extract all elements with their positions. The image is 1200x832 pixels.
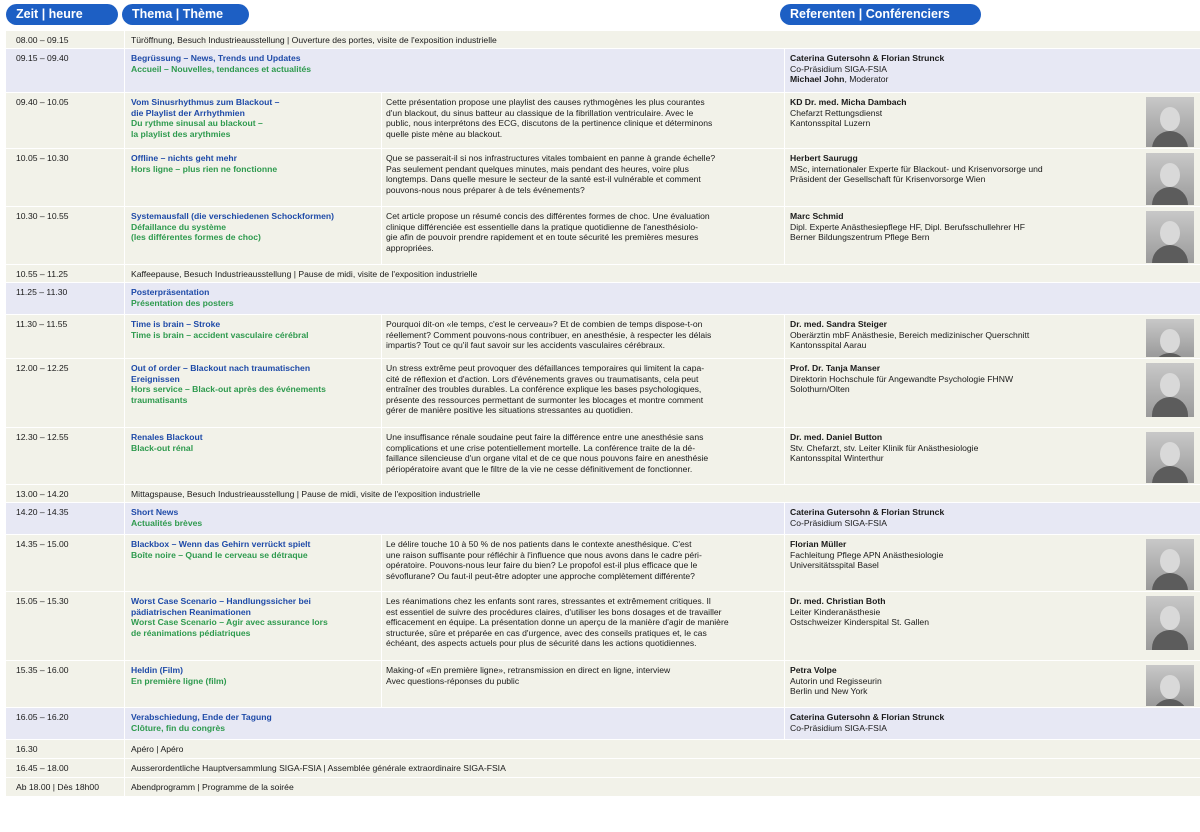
- column-divider: [784, 149, 785, 206]
- description-line: Pourquoi dit-on «le temps, c'est le cerveau»? Et de combien de temps dispose-t-on: [386, 319, 703, 329]
- speaker-info: [790, 432, 1140, 464]
- event-text: Ausserordentliche Hauptversammlung SIGA-FSIA | Assemblée générale extraordinaire SIGA-FSIA: [131, 763, 506, 773]
- description-line: public, nous interprétons des ECG, discutons de la pertinence clinique et déterminons: [386, 118, 713, 129]
- photo-body: [1152, 573, 1188, 590]
- description-line: Avec questions-réponses du public: [386, 675, 520, 686]
- speaker-name-text: Caterina Gutersohn & Florian Strunck: [790, 507, 945, 517]
- title-fr: de réanimations pédiatriques: [131, 627, 251, 638]
- speaker-info: [790, 153, 1140, 185]
- speaker-info: [790, 363, 1140, 395]
- title-de: Begrüssung – News, Trends und Updates: [131, 53, 301, 63]
- session-description: [386, 665, 781, 686]
- photo-head: [1160, 442, 1180, 466]
- session-title: [131, 53, 381, 74]
- column-divider: [784, 315, 785, 358]
- column-divider: [784, 661, 785, 707]
- title-de: Renales Blackout: [131, 432, 203, 442]
- speaker-affiliation: Fachleitung Pflege APN Anästhesiologie: [790, 549, 944, 560]
- photo-head: [1160, 606, 1180, 630]
- time-cell: 16.45 – 18.00: [16, 763, 69, 773]
- speaker-name: [790, 97, 1140, 108]
- speaker-affiliation: Ostschweizer Kinderspital St. Gallen: [790, 617, 929, 628]
- speaker-name: [790, 363, 1140, 374]
- description-line: longtemps. Dans quelle mesure le secteur de la santé est-il vulnérable et comment: [386, 174, 701, 185]
- speaker-name-text: Herbert Saurugg: [790, 153, 858, 163]
- schedule-row: [6, 265, 1200, 283]
- title-fr: Défaillance du système: [131, 221, 227, 232]
- speaker-name-text: KD Dr. med. Micha Dambach: [790, 97, 907, 107]
- photo-body: [1152, 699, 1188, 706]
- speaker-affiliation: Kantonsspital Winterthur: [790, 453, 884, 464]
- description-line: gérer de manière positive les situations stressantes au quotidien.: [386, 405, 633, 416]
- speaker-name: [790, 319, 1140, 330]
- speaker-affiliation: Stv. Chefarzt, stv. Leiter Klinik für Anästhesiologie: [790, 442, 979, 453]
- photo-head: [1160, 329, 1180, 353]
- column-divider: [381, 592, 382, 660]
- description-line: Les réanimations chez les enfants sont rares, stressantes et extrêmement critiques. Il: [386, 596, 711, 606]
- photo-head: [1160, 675, 1180, 699]
- session-title: [131, 712, 381, 733]
- time-cell: 11.30 – 11.55: [16, 319, 68, 329]
- session-title: [131, 665, 381, 686]
- title-de: Worst Case Scenario – Handlungssicher bei: [131, 596, 311, 606]
- photo-head: [1160, 549, 1180, 573]
- title-de: Systemausfall (die verschiedenen Schockformen): [131, 211, 334, 221]
- speaker-info: [790, 665, 1140, 697]
- speaker-info: [790, 596, 1140, 628]
- description-line: sévoflurane? Ou faut-il peut-être adopter une approche complètement différente?: [386, 570, 695, 581]
- speaker-affiliation: Leiter Kinderanästhesie: [790, 606, 881, 617]
- column-divider: [381, 93, 382, 148]
- photo-body: [1152, 353, 1188, 357]
- time-cell: 16.05 – 16.20: [16, 712, 69, 722]
- speaker-photo: [1146, 319, 1194, 357]
- photo-body: [1152, 630, 1188, 650]
- speaker-photo: [1146, 665, 1194, 706]
- photo-head: [1160, 373, 1180, 397]
- time-cell: 09.15 – 09.40: [16, 53, 69, 63]
- description-line: d'un blackout, du sinus batteur au classique de la fibrillation ventriculaire. Avec le: [386, 107, 694, 118]
- speaker-name-text: Dr. med. Christian Both: [790, 596, 886, 606]
- title-de: pädiatrischen Reanimationen: [131, 606, 251, 617]
- time-cell: Ab 18.00 | Dès 18h00: [16, 782, 99, 792]
- speaker-affiliation: MSc, internationaler Experte für Blackout- und Krisenvorsorge und: [790, 163, 1043, 174]
- column-divider: [784, 49, 785, 92]
- photo-head: [1160, 221, 1180, 245]
- description-line: Un stress extrême peut provoquer des défaillances temporaires qui limitent la capa-: [386, 363, 705, 373]
- description-line: pouvons-nous nous préparer à de tels événements?: [386, 184, 585, 195]
- time-cell: 14.20 – 14.35: [16, 507, 69, 517]
- schedule-row: [6, 740, 1200, 759]
- schedule-row: [6, 149, 1200, 207]
- session-title: [131, 432, 381, 453]
- column-divider: [784, 708, 785, 739]
- speaker-name-text: Petra Volpe: [790, 665, 837, 675]
- session-title: [131, 507, 381, 528]
- description-line: gie afin de pouvoir prendre rapidement et en toute sécurité les premières mesures: [386, 232, 699, 243]
- session-description: [386, 363, 781, 416]
- time-cell: 12.00 – 12.25: [16, 363, 69, 373]
- speaker-name: [790, 74, 1140, 85]
- title-de: Verabschiedung, Ende der Tagung: [131, 712, 272, 722]
- session-title: [131, 153, 381, 174]
- speaker-name: [790, 539, 1140, 550]
- speaker-affiliation: Co-Präsidium SIGA-FSIA: [790, 63, 887, 74]
- description-line: Making-of «En première ligne», retransmission en direct en ligne, interview: [386, 665, 671, 675]
- session-description: [386, 596, 781, 649]
- session-description: [386, 319, 781, 351]
- title-de: Heldin (Film): [131, 665, 184, 675]
- speaker-info: [790, 53, 1140, 85]
- speaker-photo: [1146, 432, 1194, 483]
- description-line: Une insuffisance rénale soudaine peut faire la différence entre une anesthésie sans: [386, 432, 704, 442]
- schedule-row: [6, 31, 1200, 49]
- description-line: périopératoire avant que le filtre de la vie ne cesse définitivement de fonctionner.: [386, 463, 693, 474]
- time-cell: 09.40 – 10.05: [16, 97, 69, 107]
- title-fr: Hors service – Black-out après des événements: [131, 384, 326, 395]
- session-description: [386, 211, 781, 253]
- photo-body: [1152, 466, 1188, 483]
- photo-body: [1152, 397, 1188, 417]
- column-divider: [784, 207, 785, 264]
- speaker-affiliation: Co-Präsidium SIGA-FSIA: [790, 722, 887, 733]
- title-de: Time is brain – Stroke: [131, 319, 221, 329]
- speaker-name-text: Marc Schmid: [790, 211, 844, 221]
- speaker-affiliation: Präsident der Gesellschaft für Krisenvorsorge Wien: [790, 174, 986, 185]
- session-description: [386, 97, 781, 139]
- description-line: entraîner des troubles durables. La conférence explique les bases psychologiques,: [386, 384, 702, 395]
- title-fr: Black-out rénal: [131, 442, 194, 453]
- description-line: clinique différenciée est essentielle dans la pratique quotidienne de l'anesthésiolo-: [386, 221, 699, 232]
- session-title: [131, 319, 381, 340]
- title-de: Ereignissen: [131, 373, 180, 384]
- title-de: Out of order – Blackout nach traumatischen: [131, 363, 311, 373]
- description-line: structurée, sûre et préparée en cas d'urgence, avec des conseils pratiques et, le cas: [386, 627, 707, 638]
- speaker-info: [790, 319, 1140, 351]
- speaker-affiliation: Berner Bildungszentrum Pflege Bern: [790, 232, 930, 243]
- photo-body: [1152, 187, 1188, 205]
- title-fr: la playlist des arythmies: [131, 128, 231, 139]
- session-title: [131, 539, 381, 560]
- schedule-row: [6, 49, 1200, 93]
- event-text: Abendprogramm | Programme de la soirée: [131, 782, 294, 792]
- speaker-name: [790, 53, 1140, 64]
- speaker-affiliation: Co-Präsidium SIGA-FSIA: [790, 517, 887, 528]
- speaker-info: [790, 712, 1140, 733]
- title-fr: En première ligne (film): [131, 675, 227, 686]
- speaker-info: [790, 539, 1140, 571]
- column-divider: [784, 535, 785, 591]
- speaker-affiliation: Autorin und Regisseurin: [790, 675, 882, 686]
- schedule-row: [6, 535, 1200, 592]
- schedule-row: [6, 708, 1200, 740]
- description-line: présente des ressources permettant de surmonter les blocages et montre comment: [386, 394, 704, 405]
- speaker-photo: [1146, 539, 1194, 590]
- description-line: impartis? Tout ce qu'il faut savoir sur les accidents vasculaires cérébraux.: [386, 340, 665, 351]
- column-divider: [381, 359, 382, 427]
- title-fr: Clôture, fin du congrès: [131, 722, 226, 733]
- session-title: [131, 97, 381, 139]
- description-line: cité de réflexion et d'action. Lors d'événements graves ou traumatisants, cela peut: [386, 373, 699, 384]
- column-divider: [784, 592, 785, 660]
- photo-head: [1160, 163, 1180, 187]
- event-text: Türöffnung, Besuch Industrieausstellung | Ouverture des portes, visite de l'exposition industrielle: [131, 35, 497, 45]
- session-description: [386, 539, 781, 581]
- description-line: appropriées.: [386, 242, 434, 253]
- title-fr: Actualités brèves: [131, 517, 203, 528]
- speaker-photo: [1146, 596, 1194, 650]
- title-fr: Boîte noire – Quand le cerveau se détraque: [131, 549, 308, 560]
- speaker-photo: [1146, 363, 1194, 417]
- speaker-name-text: Prof. Dr. Tanja Manser: [790, 363, 881, 373]
- speaker-info: [790, 507, 1140, 528]
- description-line: Que se passerait-il si nos infrastructures vitales tombaient en panne à grande échelle?: [386, 153, 716, 163]
- schedule-row: [6, 759, 1200, 778]
- time-cell: 13.00 – 14.20: [16, 489, 69, 499]
- time-cell: 14.35 – 15.00: [16, 539, 69, 549]
- title-de: Short News: [131, 507, 179, 517]
- column-divider: [381, 661, 382, 707]
- time-cell: 08.00 – 09.15: [16, 35, 69, 45]
- speaker-name-text: Florian Müller: [790, 539, 847, 549]
- speaker-affiliation: Kantonsspital Luzern: [790, 118, 871, 129]
- speaker-name: [790, 153, 1140, 164]
- schedule-table: [6, 31, 1200, 797]
- schedule-row: [6, 283, 1200, 315]
- schedule-row: [6, 485, 1200, 503]
- title-fr: Worst Case Scenario – Agir avec assurance lors: [131, 617, 328, 628]
- title-fr: traumatisants: [131, 394, 188, 405]
- title-de: die Playlist der Arrhythmien: [131, 107, 245, 118]
- theme-column-header: Thema | Thème: [122, 4, 249, 25]
- speaker-affiliation: Chefarzt Rettungsdienst: [790, 107, 883, 118]
- schedule-row: [6, 661, 1200, 708]
- description-line: échéant, des aspects actuels pour plus de sécurité dans les actions quotidiennes.: [386, 638, 697, 649]
- speaker-affiliation: Dipl. Experte Anästhesiepflege HF, Dipl. Berufsschullehrer HF: [790, 221, 1026, 232]
- speaker-affiliation: Universitätsspital Basel: [790, 560, 879, 571]
- time-cell: 10.55 – 11.25: [16, 269, 68, 279]
- speaker-affiliation: Kantonsspital Aarau: [790, 340, 867, 351]
- column-divider: [784, 93, 785, 148]
- time-cell: 15.35 – 16.00: [16, 665, 69, 675]
- event-text: Apéro | Apéro: [131, 744, 184, 754]
- session-description: [386, 432, 781, 474]
- column-divider: [381, 315, 382, 358]
- title-de: Blackbox – Wenn das Gehirn verrückt spielt: [131, 539, 311, 549]
- session-title: [131, 363, 381, 405]
- description-line: complications et une crise potentiellement mortelle. La conférence traite de la dé-: [386, 442, 696, 453]
- speaker-name-text: Caterina Gutersohn & Florian Strunck: [790, 712, 945, 722]
- column-divider: [381, 207, 382, 264]
- photo-body: [1152, 131, 1188, 147]
- schedule-row: [6, 428, 1200, 485]
- description-line: efficacement en équipe. La présentation donne un aperçu de la manière d'agir de manière: [386, 617, 729, 628]
- schedule-row: [6, 592, 1200, 661]
- schedule-row: [6, 315, 1200, 359]
- speaker-name-text: Caterina Gutersohn & Florian Strunck: [790, 53, 945, 63]
- speaker-name-text: Dr. med. Sandra Steiger: [790, 319, 887, 329]
- speaker-name: [790, 211, 1140, 222]
- event-text: Kaffeepause, Besuch Industrieausstellung | Pause de midi, visite de l'exposition industrielle: [131, 269, 478, 279]
- schedule-row: [6, 778, 1200, 797]
- speaker-name: [790, 507, 1140, 518]
- speaker-name: [790, 712, 1140, 723]
- speaker-affiliation: Solothurn/Olten: [790, 384, 850, 395]
- title-de: Offline – nichts geht mehr: [131, 153, 238, 163]
- description-line: Pas seulement pendant quelques minutes, mais pendant des heures, voire plus: [386, 163, 689, 174]
- description-line: faillance silencieuse d'un organe vital et de ce que nous pouvons faire en anesthésie: [386, 453, 709, 464]
- schedule-row: [6, 93, 1200, 149]
- session-title: [131, 211, 381, 243]
- time-cell: 15.05 – 15.30: [16, 596, 69, 606]
- speaker-affiliation: Oberärztin mbF Anästhesie, Bereich medizinischer Querschnitt: [790, 329, 1030, 340]
- title-fr: Du rythme sinusal au blackout –: [131, 118, 263, 129]
- time-cell: 16.30: [16, 744, 38, 754]
- speaker-affiliation: Berlin und New York: [790, 686, 868, 697]
- column-divider: [381, 535, 382, 591]
- time-column-header: Zeit | heure: [6, 4, 118, 25]
- time-cell: 10.05 – 10.30: [16, 153, 69, 163]
- description-line: réellement? Comment pouvons-nous contribuer, en anesthésie, à respecter les délais: [386, 329, 712, 340]
- time-cell: 12.30 – 12.55: [16, 432, 69, 442]
- session-title: [131, 596, 381, 638]
- description-line: Cette présentation propose une playlist des causes rythmogènes les plus courantes: [386, 97, 705, 107]
- speaker-photo: [1146, 153, 1194, 205]
- title-fr: Hors ligne – plus rien ne fonctionne: [131, 163, 278, 174]
- column-divider: [381, 149, 382, 206]
- description-line: quelle piste mène au blackout.: [386, 128, 503, 139]
- schedule-row: [6, 503, 1200, 535]
- speaker-name-text: Michael John: [790, 74, 845, 85]
- title-de: Posterpräsentation: [131, 287, 210, 297]
- title-fr: Time is brain – accident vasculaire cérébral: [131, 329, 309, 340]
- speaker-name: [790, 665, 1140, 676]
- speaker-info: [790, 97, 1140, 129]
- time-cell: 11.25 – 11.30: [16, 287, 68, 297]
- speakers-column-header: Referenten | Conférenciers: [780, 4, 981, 25]
- column-divider: [784, 359, 785, 427]
- speaker-name: [790, 432, 1140, 443]
- speaker-photo: [1146, 211, 1194, 263]
- speaker-photo: [1146, 97, 1194, 147]
- event-text: Mittagspause, Besuch Industrieausstellung | Pause de midi, visite de l'exposition industrielle: [131, 489, 481, 499]
- photo-head: [1160, 107, 1180, 131]
- session-description: [386, 153, 781, 195]
- schedule-row: [6, 359, 1200, 428]
- description-line: est essentiel de suivre des procédures claires, d'utiliser les bons dosages et de travailler: [386, 606, 722, 617]
- title-de: Vom Sinusrhythmus zum Blackout –: [131, 97, 280, 107]
- table-header: [0, 0, 1200, 30]
- column-divider: [784, 428, 785, 484]
- description-line: une raison suffisante pour réfléchir à l'influence que nous avons dans le cadre péri-: [386, 549, 702, 560]
- speaker-name: [790, 596, 1140, 607]
- speaker-name-text: Dr. med. Daniel Button: [790, 432, 883, 442]
- title-fr: Accueil – Nouvelles, tendances et actualités: [131, 63, 312, 74]
- schedule-row: [6, 207, 1200, 265]
- description-line: opératoire. Pouvons-nous leur faire du bien? Le propofol est-il plus efficace que le: [386, 560, 698, 571]
- session-title: [131, 287, 381, 308]
- time-cell: 10.30 – 10.55: [16, 211, 69, 221]
- description-line: Le délire touche 10 à 50 % de nos patients dans le contexte anesthésique. C'est: [386, 539, 692, 549]
- description-line: Cet article propose un résumé concis des différentes formes de choc. Une évaluation: [386, 211, 710, 221]
- speaker-affiliation: Direktorin Hochschule für Angewandte Psychologie FHNW: [790, 373, 1014, 384]
- speaker-info: [790, 211, 1140, 243]
- column-divider: [381, 428, 382, 484]
- title-fr: Présentation des posters: [131, 297, 234, 308]
- title-fr: (les différentes formes de choc): [131, 232, 261, 243]
- column-divider: [784, 503, 785, 534]
- speaker-role: , Moderator: [844, 74, 889, 85]
- photo-body: [1152, 245, 1188, 263]
